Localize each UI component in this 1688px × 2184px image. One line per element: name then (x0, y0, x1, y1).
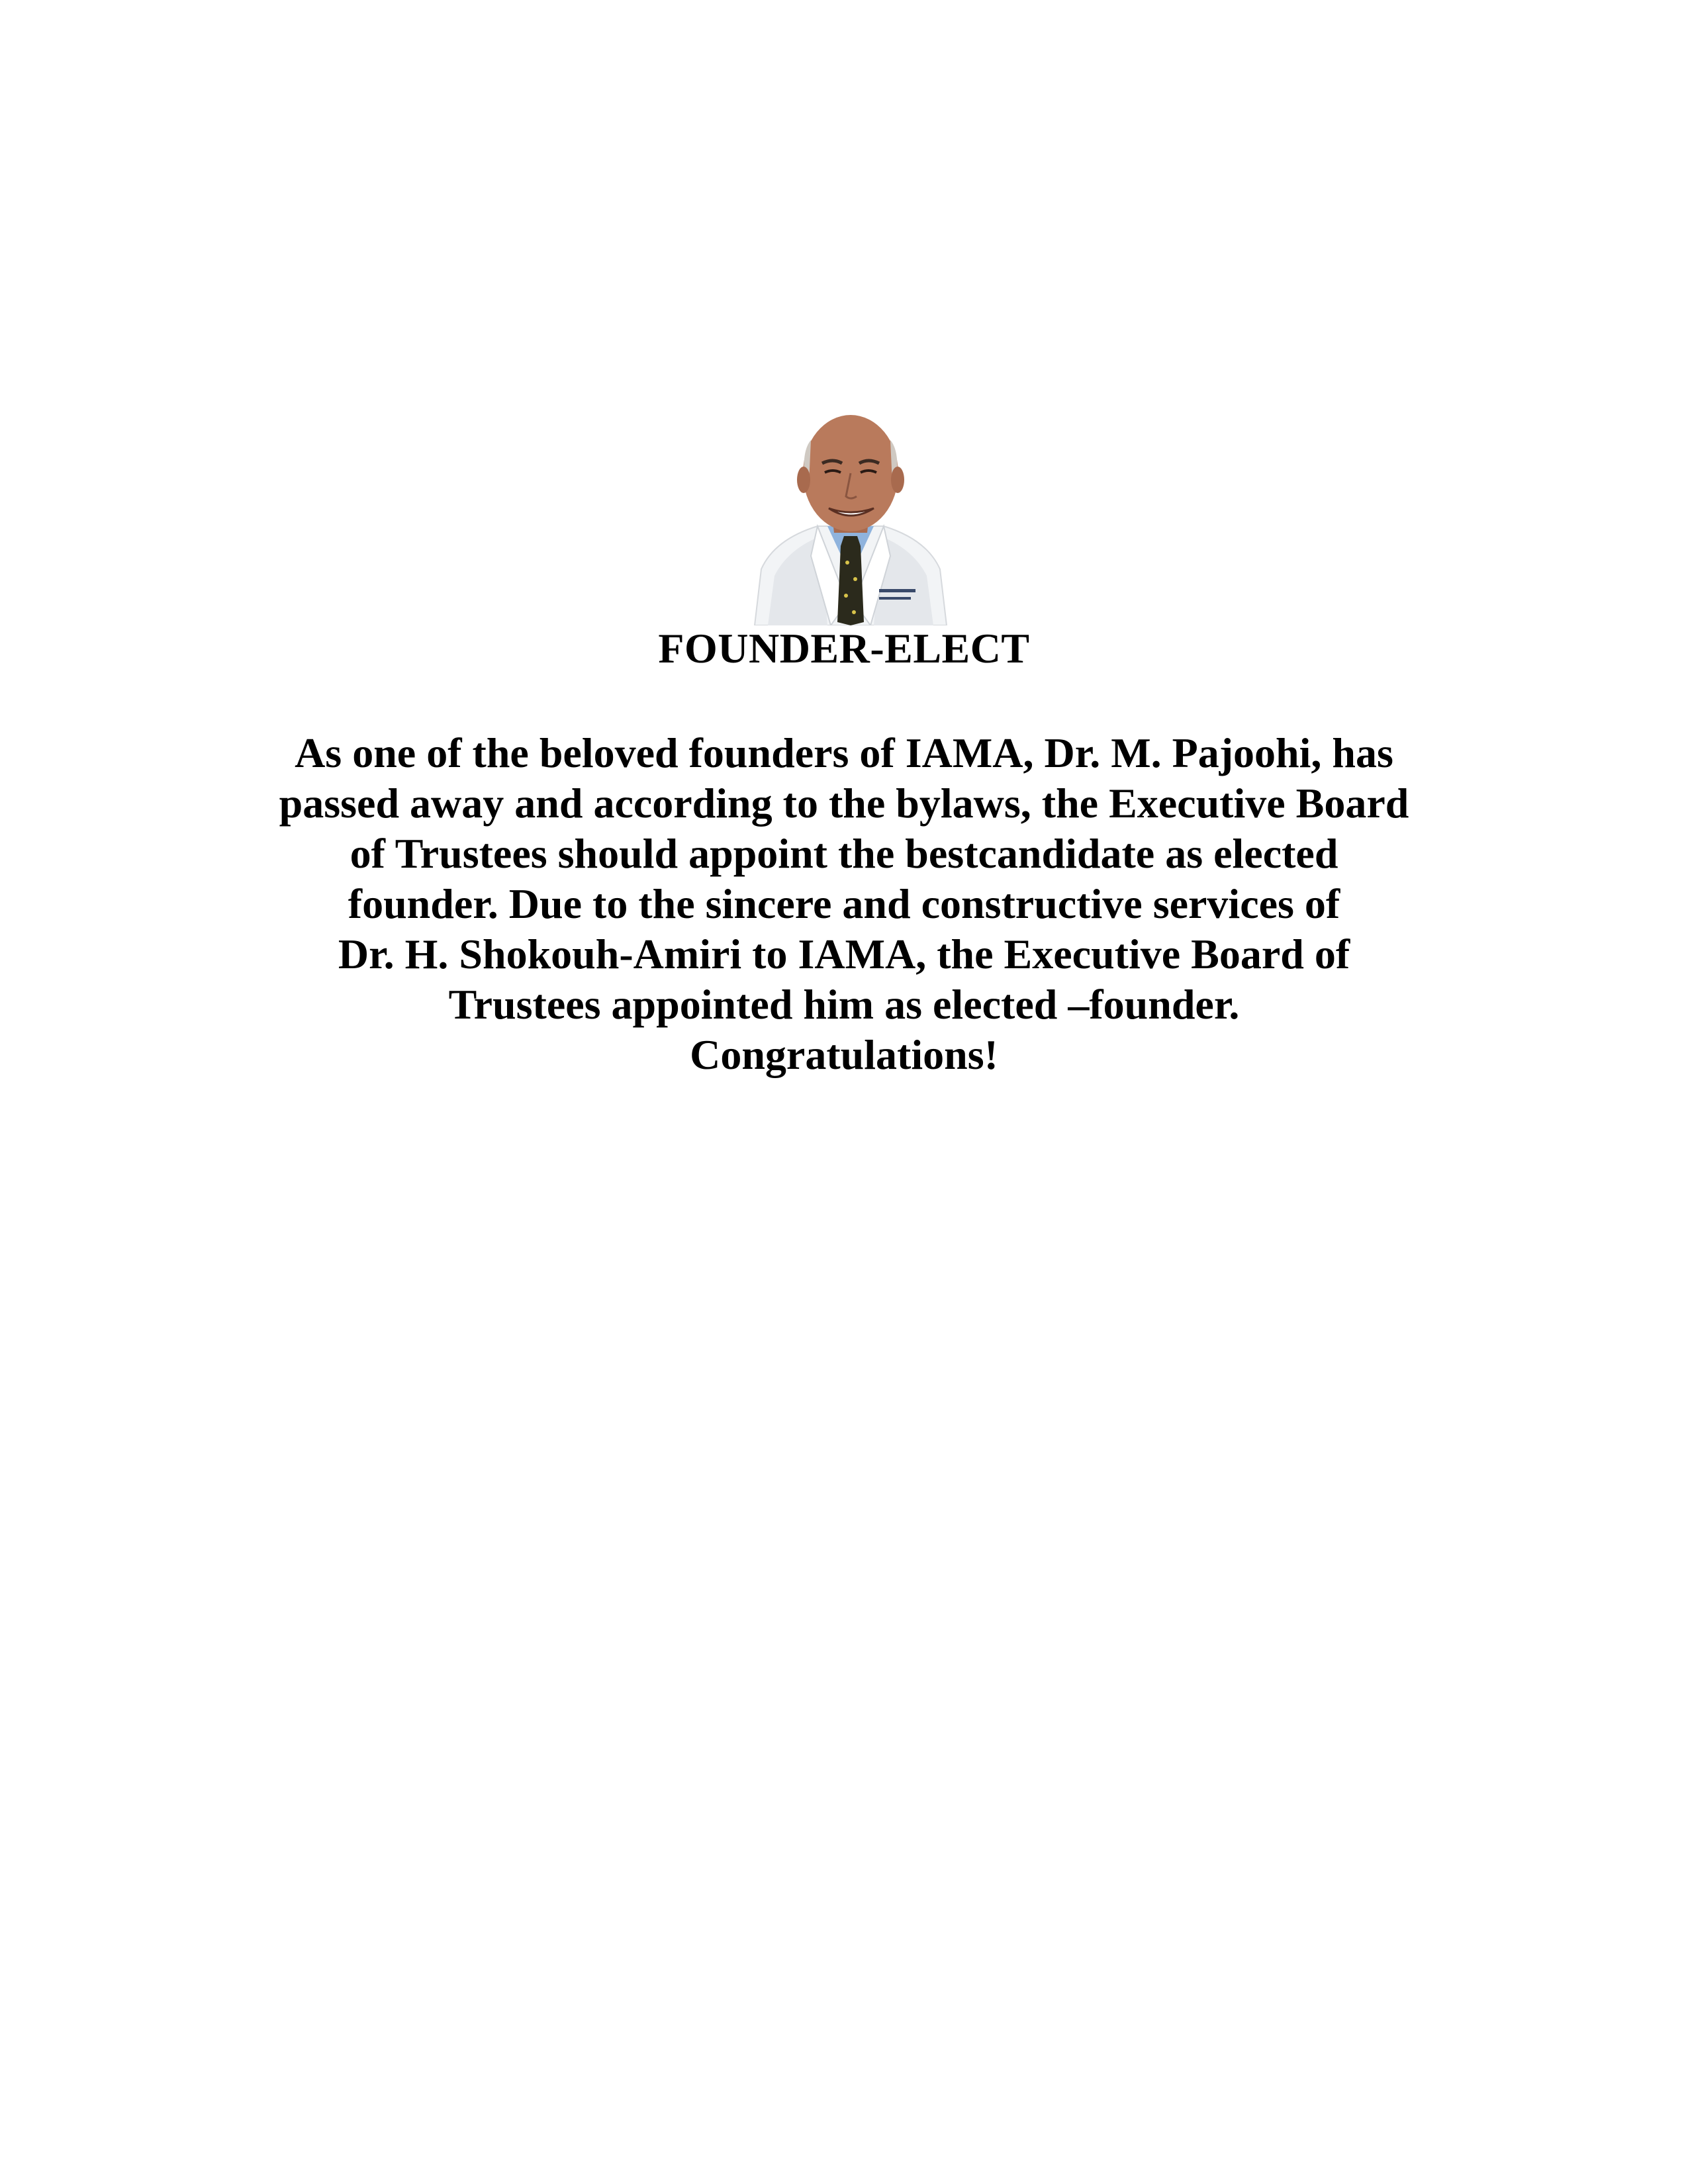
body-line: founder. Due to the sincere and constructive services of (348, 880, 1340, 927)
body-line: Dr. H. Shokouh-Amiri to IAMA, the Executive Board of (338, 931, 1350, 978)
body-line: of Trustees should appoint the bestcandidate as elected (350, 830, 1338, 877)
page-title: FOUNDER-ELECT (658, 625, 1030, 672)
body-line-congratulations: Congratulations! (690, 1031, 998, 1078)
announcement-body (199, 728, 1489, 1080)
body-line: As one of the beloved founders of IAMA, Dr. M. Pajoohi, has (295, 729, 1393, 776)
body-line: passed away and according to the bylaws, the Executive Board (279, 780, 1409, 827)
body-line: Trustees appointed him as elected –founder. (448, 981, 1240, 1028)
portrait-photo (748, 404, 953, 625)
person-portrait-icon (748, 404, 953, 625)
